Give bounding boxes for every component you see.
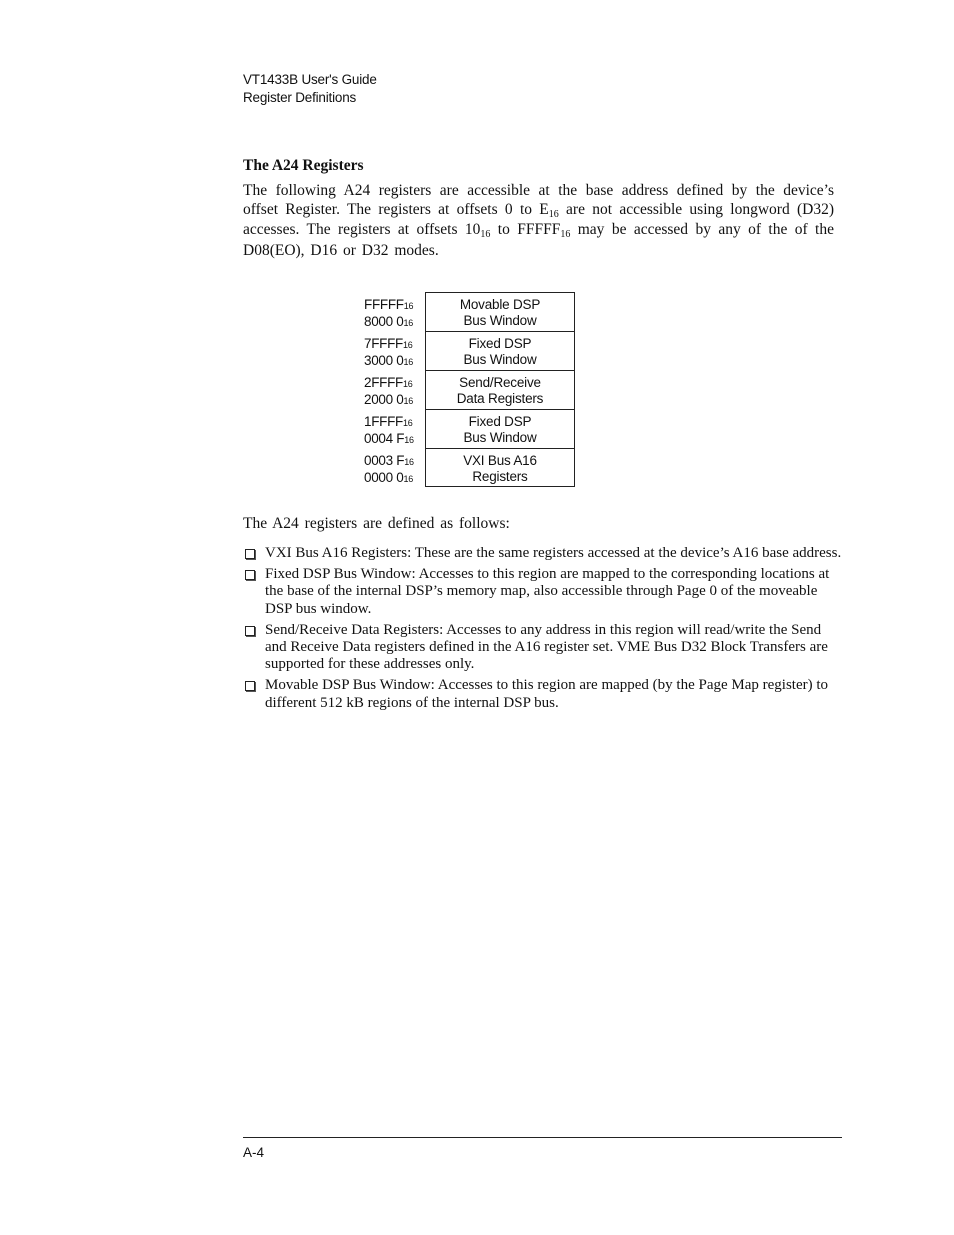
address-bottom-value: 2000 0 [364, 392, 404, 407]
region-label-line2: Registers [472, 469, 528, 484]
list-item [243, 677, 843, 711]
address-base-subscript: 16 [403, 357, 413, 367]
address-top-value: 7FFFF [364, 336, 403, 351]
register-definitions-list [243, 545, 843, 716]
memory-map-row [340, 370, 575, 409]
region-label-line2: Bus Window [463, 430, 537, 445]
definitions-intro: The A24 registers are defined as follows: [243, 515, 510, 532]
address-bottom [364, 314, 425, 331]
region-label-line1: Fixed DSP [468, 336, 532, 351]
section-title: The A24 Registers [243, 157, 364, 174]
list-item-text: VXI Bus A16 Registers: These are the same registers accessed at the device’s A16 base address. [265, 545, 842, 561]
address-bottom-value: 0004 F [364, 431, 405, 446]
address-range [340, 331, 425, 370]
address-bottom [364, 470, 425, 487]
address-top-value: 1FFFF [364, 414, 403, 429]
memory-map-row [340, 331, 575, 370]
region-label-line2: Bus Window [463, 313, 537, 328]
address-bottom-value: 0000 0 [364, 470, 404, 485]
address-base-subscript: 16 [404, 457, 414, 467]
address-top [364, 297, 425, 314]
address-range [340, 409, 425, 448]
intro-text-3: to FFFFF [490, 221, 561, 239]
list-item [243, 545, 843, 562]
memory-region-cell [425, 292, 575, 331]
list-item [243, 566, 843, 618]
memory-map-row [340, 292, 575, 331]
intro-subscript-1: 16 [548, 208, 559, 220]
address-base-subscript: 16 [403, 418, 413, 428]
memory-region-cell [425, 331, 575, 370]
running-header [243, 71, 377, 107]
address-range [340, 448, 425, 487]
memory-map-row [340, 448, 575, 487]
footer-divider [243, 1137, 842, 1138]
address-bottom [364, 353, 425, 370]
region-label-line2: Bus Window [463, 352, 537, 367]
memory-region-cell [425, 409, 575, 448]
address-top [364, 414, 425, 431]
address-base-subscript: 16 [404, 435, 414, 445]
memory-map-row [340, 409, 575, 448]
address-top [364, 453, 425, 470]
address-base-subscript: 16 [403, 474, 413, 484]
checkbox-bullet-icon [245, 570, 255, 580]
region-label-line1: VXI Bus A16 [463, 453, 537, 468]
address-bottom-value: 8000 0 [364, 314, 404, 329]
list-item-text: Movable DSP Bus Window: Accesses to this region are mapped (by the Page Map register) to different 512 kB regions of the internal DSP bus. [265, 677, 829, 711]
intro-text-2: are not accessible using longword (D32) accesses. The registers at offsets 10 [243, 200, 834, 239]
header-guide-title: VT1433B User's Guide [243, 72, 377, 87]
list-item [243, 622, 843, 674]
address-top-value: 0003 F [364, 453, 405, 468]
intro-text-4: may be accessed by any of the of the D08(EO), D16 or D32 modes. [243, 221, 834, 259]
checkbox-bullet-icon [245, 681, 255, 691]
address-base-subscript: 16 [403, 318, 413, 328]
header-section-name: Register Definitions [243, 90, 357, 105]
memory-region-cell [425, 370, 575, 409]
address-bottom-value: 3000 0 [364, 353, 404, 368]
intro-paragraph [243, 182, 834, 260]
address-top-value: 2FFFF [364, 375, 403, 390]
address-base-subscript: 16 [403, 301, 414, 311]
address-range [340, 370, 425, 409]
list-item-text: Fixed DSP Bus Window: Accesses to this region are mapped to the corresponding locations at the base of the internal DSP’s memory map, also accessible through Page 0 of the moveable DSP bus window. [265, 566, 830, 617]
address-bottom [364, 392, 425, 409]
memory-region-cell [425, 448, 575, 487]
address-base-subscript: 16 [403, 340, 413, 350]
region-label-line2: Data Registers [456, 391, 544, 406]
checkbox-bullet-icon [245, 549, 255, 559]
intro-subscript-3: 16 [560, 229, 571, 241]
address-range [340, 292, 425, 331]
region-label-line1: Send/Receive [459, 375, 541, 390]
region-label-line1: Fixed DSP [468, 414, 532, 429]
address-top [364, 375, 425, 392]
address-top-value: FFFFF [364, 297, 404, 312]
address-base-subscript: 16 [403, 396, 413, 406]
page-number: A-4 [243, 1145, 265, 1160]
address-bottom [364, 431, 425, 448]
intro-text-1: The following A24 registers are accessible at the base address defined by the device’s offset Register. The registers at offsets 0 to E [243, 182, 834, 218]
address-top [364, 336, 425, 353]
intro-subscript-2: 16 [480, 229, 491, 241]
a24-memory-map [340, 292, 575, 487]
checkbox-bullet-icon [245, 626, 255, 636]
address-base-subscript: 16 [403, 379, 413, 389]
list-item-text: Send/Receive Data Registers: Accesses to any address in this region will read/write the Send and Receive Data registers defined in the A16 register set. VME Bus D32 Block Transfers are supported for these addresses only. [265, 621, 828, 673]
region-label-line1: Movable DSP [459, 297, 541, 312]
